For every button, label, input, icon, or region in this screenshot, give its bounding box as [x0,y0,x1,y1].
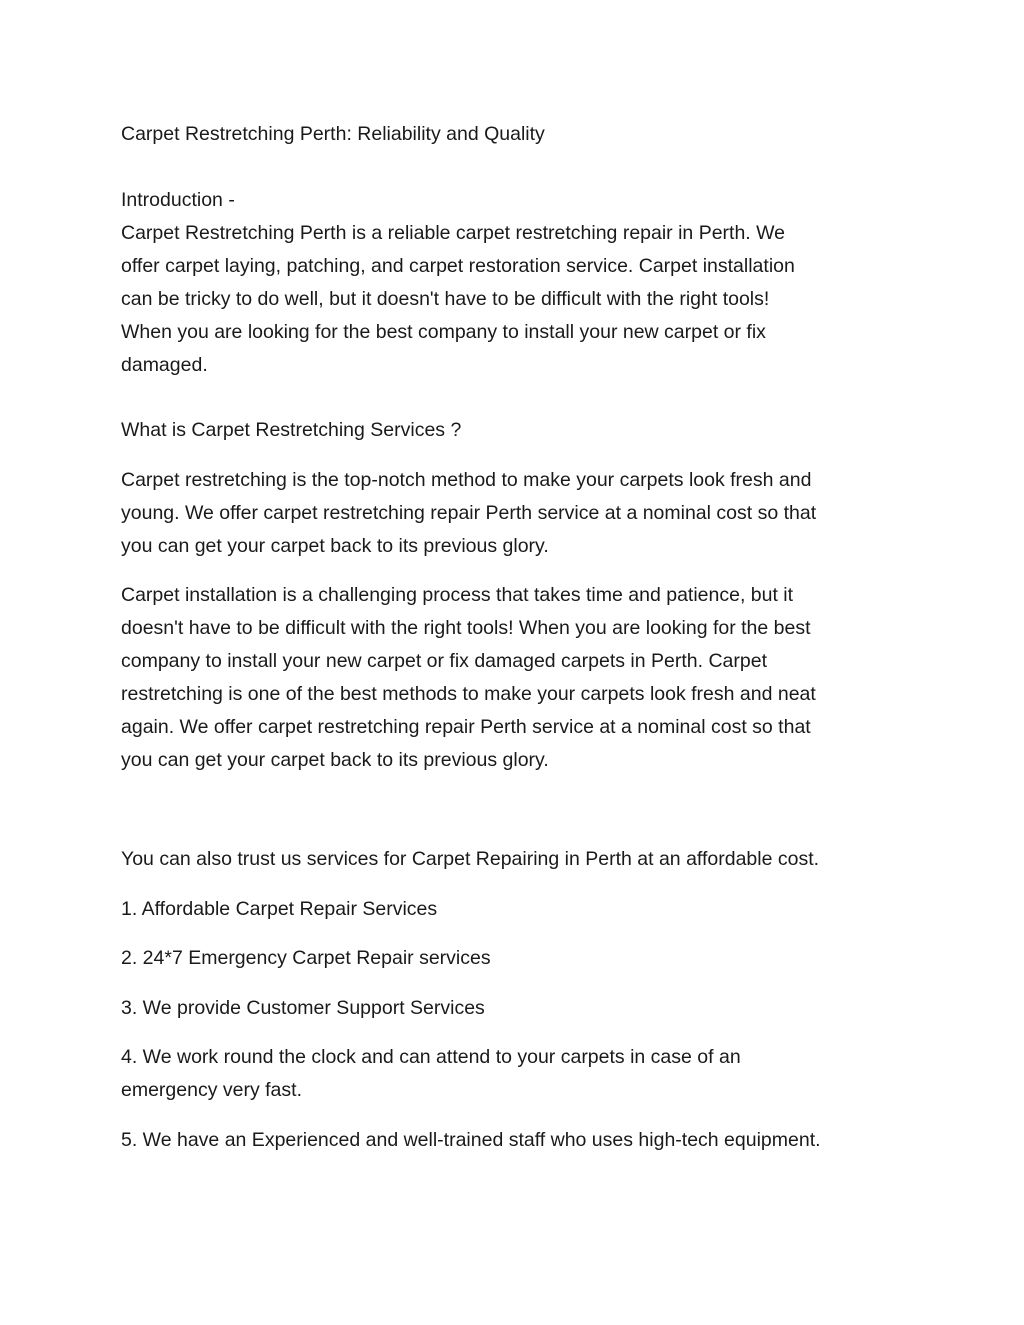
intro-line: When you are looking for the best company to install your new carpet or fix [121,321,766,343]
list-item-continuation: emergency very fast. [121,1079,302,1101]
services-heading: What is Carpet Restretching Services ? [121,419,462,441]
paragraph-1-line: young. We offer carpet restretching repair Perth service at a nominal cost so that [121,502,817,524]
list-item: 2. 24*7 Emergency Carpet Repair services [121,947,491,969]
intro-heading: Introduction - [121,189,235,211]
intro-line: offer carpet laying, patching, and carpet restoration service. Carpet installation [121,255,795,277]
paragraph-2-line: doesn't have to be difficult with the right tools! When you are looking for the best [121,617,811,639]
paragraph-2-line: you can get your carpet back to its previous glory. [121,749,549,771]
paragraph-2-line: restretching is one of the best methods to make your carpets look fresh and neat [121,683,816,705]
intro-line: Carpet Restretching Perth is a reliable carpet restretching repair in Perth. We [121,222,786,244]
list-item: 3. We provide Customer Support Services [121,997,485,1019]
intro-line: can be tricky to do well, but it doesn't have to be difficult with the right tools! [121,288,770,310]
intro-line: damaged. [121,354,208,376]
paragraph-1-line: you can get your carpet back to its previous glory. [121,535,549,557]
list-item: 5. We have an Experienced and well-trained staff who uses high-tech equipment. [121,1129,821,1151]
trust-line: You can also trust us services for Carpet Repairing in Perth at an affordable cost. [121,848,820,870]
list-item: 4. We work round the clock and can attend to your carpets in case of an [121,1046,741,1068]
document-title: Carpet Restretching Perth: Reliability and Quality [121,123,545,145]
list-item: 1. Affordable Carpet Repair Services [121,898,438,920]
paragraph-2-line: Carpet installation is a challenging process that takes time and patience, but it [121,584,794,606]
paragraph-1-line: Carpet restretching is the top-notch method to make your carpets look fresh and [121,469,812,491]
paragraph-2-line: company to install your new carpet or fix damaged carpets in Perth. Carpet [121,650,767,672]
paragraph-2-line: again. We offer carpet restretching repair Perth service at a nominal cost so that [121,716,811,738]
